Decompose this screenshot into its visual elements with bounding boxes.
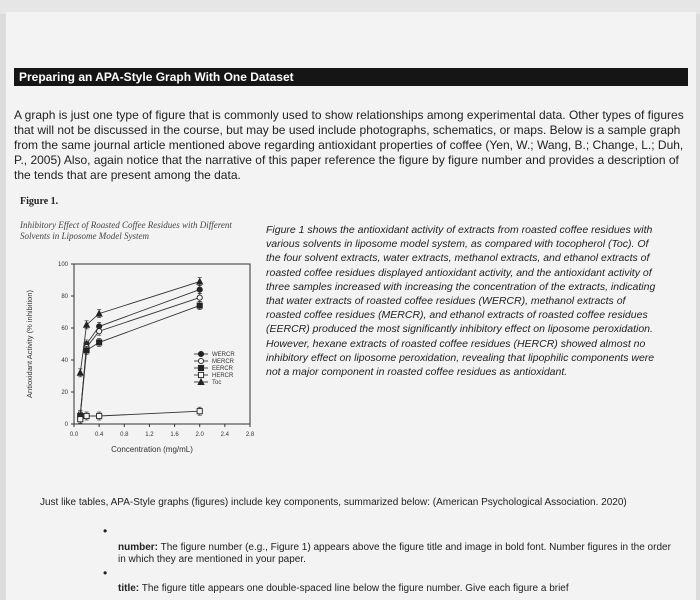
x-axis-label: Concentration (mg/mL) [111, 445, 193, 454]
x-tick-label: 1.6 [170, 432, 179, 438]
component-term: number: [118, 542, 158, 553]
bullet-marker: • [103, 524, 108, 538]
legend-label-mercr: MERCR [212, 359, 234, 365]
y-axis-label: Antioxidant Activity (% inhibition) [25, 290, 34, 398]
data-point-toc [77, 370, 83, 376]
data-point-mercr [197, 295, 202, 300]
legend-label-hercr: HERCR [212, 373, 234, 379]
data-point-mercr [97, 329, 102, 334]
component-number [118, 542, 678, 566]
legend-marker-hercr [198, 372, 203, 377]
legend-label-toc: Toc [212, 380, 222, 386]
data-point-hercr [78, 417, 83, 422]
component-description: The figure title appears one double-spaced line below the figure number. Give each figure a brief [141, 583, 569, 594]
data-point-eercr [197, 303, 202, 308]
figure-title: Inhibitory Effect of Roasted Coffee Residues with Different Solvents in Liposome Model System [20, 220, 232, 241]
x-tick-label: 0.4 [94, 432, 104, 438]
y-tick-label: 20 [61, 390, 68, 396]
data-point-eercr [84, 348, 89, 353]
legend-label-eercr: EERCR [212, 366, 234, 372]
legend-label-wercr: WERCR [212, 352, 235, 358]
data-point-wercr [197, 287, 202, 292]
data-point-hercr [197, 409, 202, 414]
document-page [6, 12, 696, 600]
figure-narrative: Figure 1 shows the antioxidant activity of extracts from roasted coffee residues with various solvents in liposome model system, as compared with tocopherol (Toc). Of the four solvent extracts, water extracts, methanol extracts, and ethanol extracts of roasted coffee residues displayed antioxidant activity, and the antioxidant activity of three samples increased with increasing the concentration of the extracts, indicating that water extracts of roasted coffee residues (WERCR), methanol extracts of roasted coffee residues (MERCR), and ethanol extracts of roasted coffee residues (EERCR) produced the most significantly inhibitory effect on liposome peroxidation. However, hexane extracts of roasted coffee residues (HERCR) showed almost no inhibitory effect on liposome peroxidation, revealing that lipophilic components were not a major component in roasted coffee residues as antioxidant. [266, 224, 656, 379]
x-tick-label: 1.2 [145, 432, 154, 438]
y-tick-label: 100 [57, 262, 68, 268]
data-point-hercr [97, 413, 102, 418]
legend-marker-wercr [198, 351, 203, 356]
component-description: The figure number (e.g., Figure 1) appears above the figure title and image in bold font. Number figures in the order in which they are mentioned in your paper. [118, 542, 671, 565]
legend-marker-mercr [198, 358, 203, 363]
figure-number: Figure 1. [20, 196, 59, 207]
x-tick-label: 0.0 [69, 432, 79, 438]
y-tick-label: 80 [61, 294, 68, 300]
y-tick-label: 40 [61, 358, 68, 364]
section-heading: Preparing an APA-Style Graph With One Dataset [14, 68, 688, 86]
bullet-marker: • [103, 566, 108, 580]
summary-paragraph: Just like tables, APA-Style graphs (figures) include key components, summarized below: (American Psychological Association. 2020) [40, 497, 627, 508]
component-title [118, 583, 678, 595]
component-term: title: [118, 583, 140, 594]
data-point-toc [197, 278, 203, 284]
y-tick-label: 60 [61, 326, 68, 332]
y-tick-label: 0 [64, 422, 68, 428]
data-point-hercr [84, 413, 89, 418]
data-point-eercr [97, 340, 102, 345]
legend-marker-eercr [198, 365, 203, 370]
intro-paragraph: A graph is just one type of figure that is commonly used to show relationships among experimental data. Other types of figures that will not be discussed in the course, but may be used include photographs, schematics, or maps. Below is a sample graph from the same journal article mentioned above regarding antioxidant properties of coffee (Yen, W.; Wang, B.; Change, L.; Duh, P., 2005) Also, again notice that the narrative of this paper reference the figure by figure number and provides a description of the tends that are present among the data. [14, 108, 684, 182]
x-tick-label: 2.0 [195, 432, 204, 438]
x-tick-label: 2.4 [220, 432, 230, 438]
series-line-wercr [80, 290, 199, 416]
antioxidant-line-chart [14, 250, 264, 472]
x-tick-label: 0.8 [120, 432, 129, 438]
x-tick-label: 2.8 [245, 432, 255, 438]
